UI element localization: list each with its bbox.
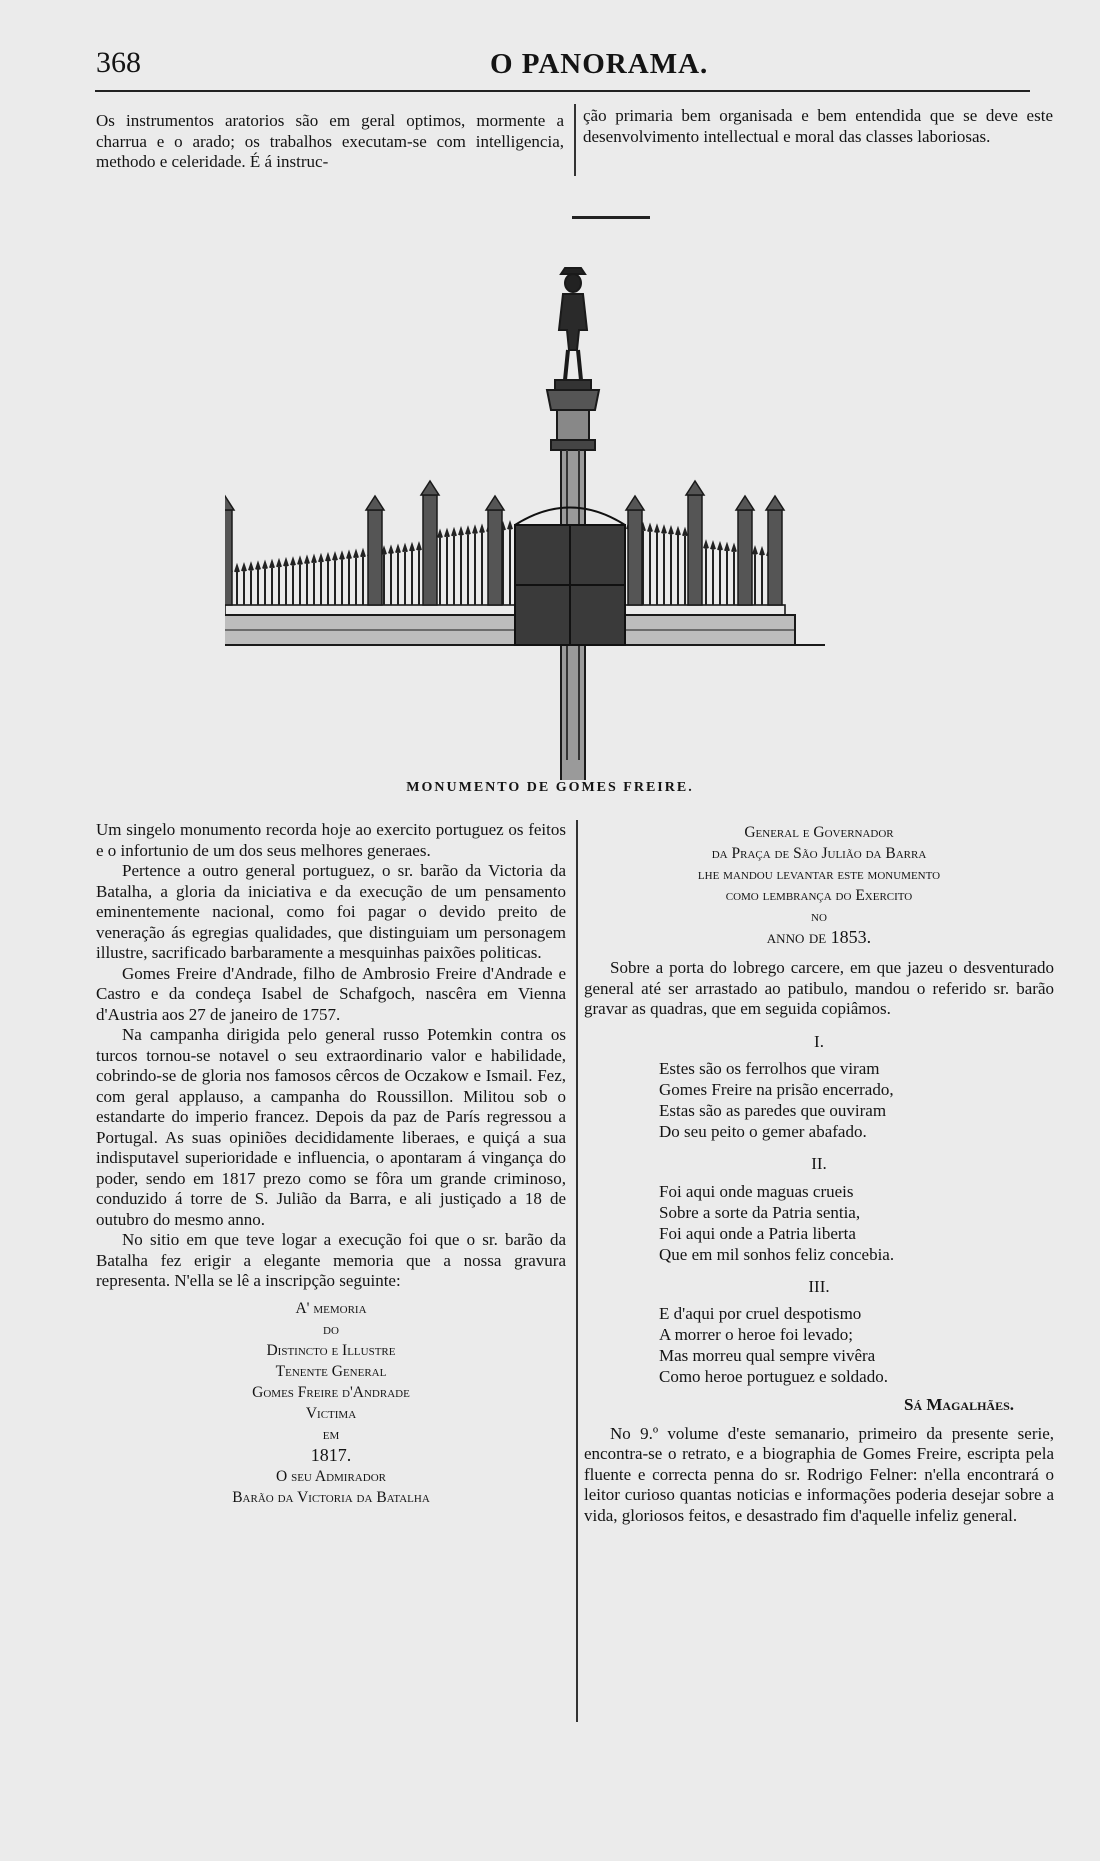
statue-figure (555, 268, 591, 390)
stanza-number: III. (808, 1276, 830, 1296)
closing-paragraph: No 9.º volume d'este semanario, primeiro da presente serie, encontra-se o retrato, e a biographia de Gomes Freire, escripta pela fluente e correcta penna do sr. Rodrigo Felner: n'ella encontrará o leitor curioso quantas noticias e informações poderia desejar sobre a vida, gloriosos feitos, e desastrado fim d'aquelle infeliz general. (584, 1423, 1054, 1525)
inscription-right: General e Governador da Praça de São Julião da Barra lhe mandou levantar este monumento como lembrança do Exercito no anno de 1853. (697, 824, 941, 947)
paragraph-4: Na campanha dirigida pelo general russo Potemkin contra os turcos tornou-se notavel o seu extraordinario valor e habilidade, cobrindo-se de gloria nos famosos cêrcos de Oczakow e Ismail. Fez, com geral applauso, a campanha do Roussillon. Militou sob o estandarte do imperio francez. Depois da paz de París regressou a Portugal. As suas opiniões decididamente liberaes, e quiçá a sua indisputavel superioridade e influencia, o apontaram á vingança do poder, sendo em 1817 prezo como se fôra um grande criminoso, conduzido á torre de S. Julião da Barra, e ali justiçado a 18 de outubro do mesmo anno. (96, 1025, 566, 1229)
paragraph-1: Um singelo monumento recorda hoje ao exercito portuguez os feitos e o infortunio de um dos seus melhores generaes. (96, 820, 566, 860)
header-rule (95, 90, 1030, 92)
poem-signature: Sá Magalhães. (903, 1395, 1014, 1414)
page-header (90, 40, 1030, 90)
right-column (584, 822, 1054, 1526)
inscription-left: A' memoria do Distincto e Illustre Tenente General Gomes Freire d'Andrade Victima em 1817. O seu Admirador Barão da Victoria da Batalha (232, 1299, 430, 1506)
monument-engraving (225, 260, 925, 780)
page-number: 368 (96, 46, 141, 79)
journal-title: O PANORAMA. (490, 48, 709, 80)
stanza-3: E d'aqui por cruel despotismo A morrer o heroe foi levado; Mas morreu qual sempre vivêra Como heroe portuguez e soldado. (659, 1304, 888, 1386)
paragraph-3: Gomes Freire d'Andrade, filho de Ambrosio Freire d'Andrade e Castro e da condeça Isabel de Schafgoch, nascêra em Vienna d'Austria aos 27 de janeiro de 1757. (96, 963, 566, 1024)
verses-intro: Sobre a porta do lobrego carcere, em que jazeu o desventurado general até ser arrastado ao patibulo, mandou o referido sr. barão gravar as quadras, que em seguida copiâmos. (584, 958, 1054, 1018)
top-right-text: ção primaria bem organisada e bem entendida que se deve este desenvolvimento intellectual e moral das classes laboriosas. (583, 106, 1053, 146)
paragraph-2: Pertence a outro general portuguez, o sr. barão da Victoria da Batalha, a gloria da iniciativa e da execução de um pensamento eminentemente nacional, como foi pagar o devido preito de veneração ás egregias qualidades, que distinguiam um personagem illustre, sacrificado barbaramente a mesquinhas paixões politicas. (96, 861, 566, 962)
top-column-divider (574, 104, 576, 176)
section-separator (572, 216, 650, 219)
top-left-text: Os instrumentos aratorios são em geral optimos, mormente a charrua e o arado; os trabalhos executam-se com intelligencia, methodo e celeridade. É á instruc- (96, 111, 564, 171)
stanza-number: II. (811, 1154, 827, 1173)
stanza-number: I. (814, 1031, 824, 1051)
central-gate (515, 508, 625, 646)
column-divider (576, 820, 578, 1722)
stanza-2: Foi aqui onde maguas crueis Sobre a sorte da Patria sentia, Foi aqui onde a Patria liberta Que em mil sonhos feliz concebia. (659, 1181, 895, 1264)
left-column (96, 820, 566, 1508)
figure-caption: MONUMENTO DE GOMES FREIRE. (406, 780, 694, 795)
paragraph-5: No sitio em que teve logar a execução foi que o sr. barão da Batalha fez erigir a elegante memoria que a nossa gravura representa. N'ella se lê a inscripção seguinte: (96, 1230, 566, 1290)
stanza-1: Estes são os ferrolhos que viram Gomes Freire na prisão encerrado, Estas são as paredes que ouviram Do seu peito o gemer abafado. (659, 1059, 894, 1141)
